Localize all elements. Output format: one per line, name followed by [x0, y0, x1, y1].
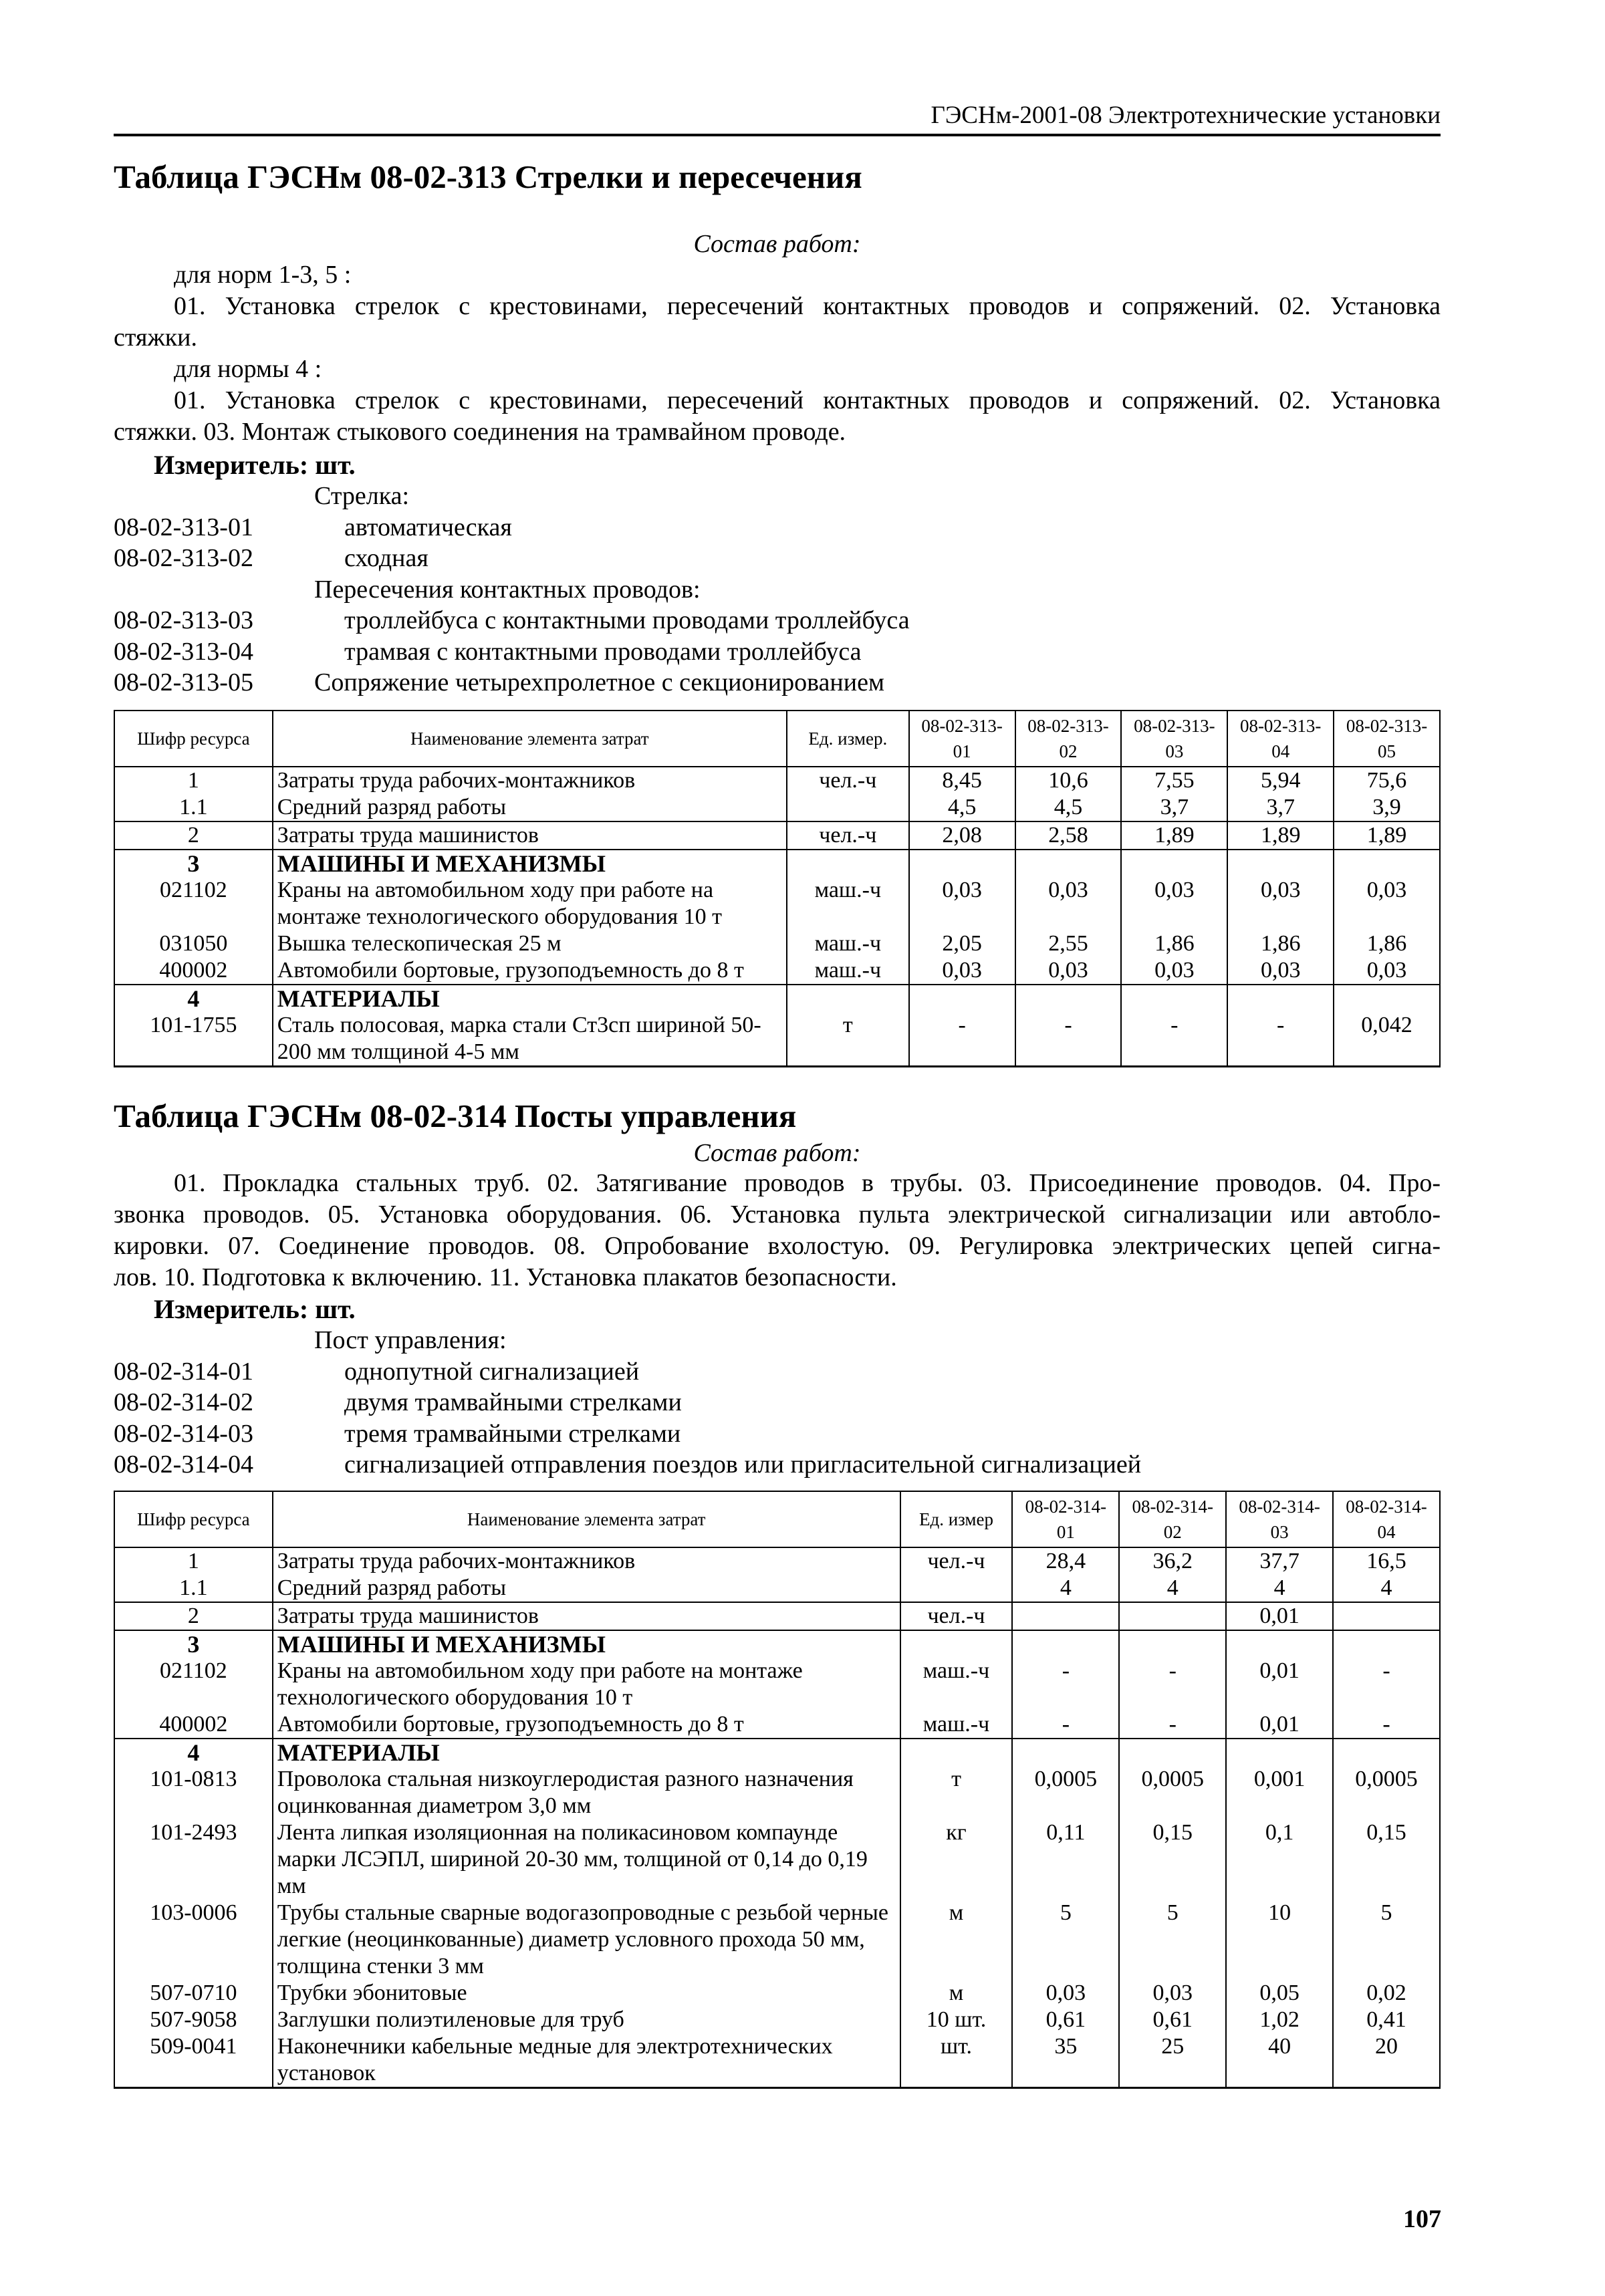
table-row: 509-0041 Наконечники кабельные медные для электротехнических установок шт. 35 25 40 20 [114, 2033, 1440, 2088]
table-row: 1.1 Средний разряд работы 4,5 4,5 3,7 3,7 3,9 [114, 794, 1440, 821]
table-row: 1 Затраты труда рабочих-монтажников чел.-ч 8,45 10,6 7,55 5,94 75,6 [114, 767, 1440, 794]
list-item: 08-02-313-01 автоматическая [114, 513, 512, 541]
list-item: 08-02-313-04 трамвая с контактными проводами троллейбуса [114, 637, 862, 666]
composition-line: кировки. 07. Соединение проводов. 08. Опробование вхолостую. 09. Регулировка электрических цепей сигна- [114, 1232, 1441, 1260]
header-name: Наименование элемента затрат [273, 1491, 900, 1547]
table-row: 400002 Автомобили бортовые, грузоподъемность до 8 т маш.-ч 0,03 0,03 0,03 0,03 0,03 [114, 957, 1440, 985]
table-row: 1.1 Средний разряд работы 4 4 4 4 [114, 1575, 1440, 1602]
list-item: 08-02-313-05 Сопряжение четырехпролетное с секционированием [114, 668, 884, 696]
table-row: 021102 Краны на автомобильном ходу при работе на монтаже технологического оборудования 10 т маш.-ч - - 0,01 - [114, 1658, 1440, 1711]
header-code: Шифр ресурса [114, 711, 273, 767]
table-1-measure [154, 449, 356, 481]
table-section-row: 4 МАТЕРИАЛЫ [114, 1739, 1440, 1766]
list-group-heading: Пересечения контактных проводов: [314, 575, 701, 604]
table-1-costs [114, 710, 1441, 1067]
header-code: Шифр ресурса [114, 1491, 273, 1547]
table-row: 1 Затраты труда рабочих-монтажников чел.-ч 28,4 36,2 37,7 16,5 [114, 1547, 1440, 1575]
table-header-row [114, 711, 1440, 767]
table-row: 101-1755 Сталь полосовая, марка стали Ст3сп шириной 50-200 мм толщиной 4-5 мм т - - - - 0,042 [114, 1012, 1440, 1067]
measure-unit: шт. [315, 1294, 356, 1324]
list-item: 08-02-313-03 троллейбуса с контактными проводами троллейбуса [114, 606, 910, 634]
table-header-row [114, 1491, 1440, 1547]
table-section-row: 4 МАТЕРИАЛЫ [114, 985, 1440, 1012]
table-row: 2 Затраты труда машинистов чел.-ч 2,08 2,58 1,89 1,89 1,89 [114, 821, 1440, 850]
measure-label: Измеритель: [154, 450, 309, 480]
table-row: 507-9058 Заглушки полиэтиленовые для труб 10 шт. 0,61 0,61 1,02 0,41 [114, 2007, 1440, 2033]
list-item: 08-02-314-01 однопутной сигнализацией [114, 1357, 640, 1386]
table-row: 101-2493 Лента липкая изоляционная на поликасиновом компаунде марки ЛСЭПЛ, шириной 20-30 мм, толщиной от 0,14 до 0,19 мм кг 0,11 0,15 0,1 0,15 [114, 1819, 1440, 1900]
header-unit: Ед. измер [900, 1491, 1013, 1547]
header-name: Наименование элемента затрат [273, 711, 787, 767]
table-row: 021102 Краны на автомобильном ходу при работе на монтаже технологического оборудования 10 т маш.-ч 0,03 0,03 0,03 0,03 0,03 [114, 877, 1440, 930]
table-2-measure [154, 1293, 356, 1325]
list-group-heading: Пост управления: [314, 1326, 507, 1354]
table-row: 507-0710 Трубки эбонитовые м 0,03 0,03 0,05 0,02 [114, 1980, 1440, 2007]
running-head: ГЭСНм-2001-08 Электротехнические установки [114, 99, 1441, 136]
table-row: 101-0813 Проволока стальная низкоуглеродистая разного назначения оцинкованная диаметром 3,0 мм т 0,0005 0,0005 0,001 0,0005 [114, 1766, 1440, 1819]
header-col: 08-02-314-01 [1012, 1491, 1119, 1547]
table-2-composition-heading: Состав работ: [693, 1139, 861, 1167]
composition-line: лов. 10. Подготовка к включению. 11. Установка плакатов безопасности. [114, 1263, 897, 1291]
header-unit: Ед. измер. [787, 711, 909, 767]
table-1-title: Таблица ГЭСНм 08-02-313 Стрелки и пересечения [114, 158, 862, 195]
norms-2-label: для нормы 4 : [174, 355, 322, 383]
norms-2-text-b: стяжки. 03. Монтаж стыкового соединения на трамвайном проводе. [114, 418, 846, 446]
norms-1-label: для норм 1-3, 5 : [174, 261, 352, 289]
norms-1-text-b: стяжки. [114, 324, 198, 352]
table-row: 2 Затраты труда машинистов чел.-ч 0,01 [114, 1602, 1440, 1630]
list-group-heading: Стрелка: [314, 482, 410, 510]
composition-line: звонка проводов. 05. Установка оборудования. 06. Установка пульта электрической сигнализации или автобло- [114, 1200, 1441, 1229]
table-2-title: Таблица ГЭСНм 08-02-314 Посты управления [114, 1098, 797, 1134]
table-1-composition-heading: Состав работ: [693, 230, 861, 258]
header-col: 08-02-313-01 [909, 711, 1015, 767]
norms-1-text-a: 01. Установка стрелок с крестовинами, пересечений контактных проводов и сопряжений. 02. Установка [174, 292, 1441, 320]
table-2-norm-list [114, 1325, 1441, 1481]
norms-2-text-a: 01. Установка стрелок с крестовинами, пересечений контактных проводов и сопряжений. 02. Установка [174, 386, 1441, 414]
table-row: 103-0006 Трубы стальные сварные водогазопроводные с резьбой черные легкие (неоцинкованные) диаметр условного прохода 50 мм, толщина стенки 3 мм м 5 5 10 5 [114, 1900, 1440, 1980]
table-row: 400002 Автомобили бортовые, грузоподъемность до 8 т маш.-ч - - 0,01 - [114, 1711, 1440, 1739]
header-col: 08-02-313-04 [1227, 711, 1334, 767]
list-item: 08-02-314-02 двумя трамвайными стрелками [114, 1388, 682, 1416]
table-section-row: 3 МАШИНЫ И МЕХАНИЗМЫ [114, 850, 1440, 877]
table-row: 031050 Вышка телескопическая 25 м маш.-ч 2,05 2,55 1,86 1,86 1,86 [114, 930, 1440, 957]
list-item: 08-02-313-02 сходная [114, 544, 428, 572]
page-number: 107 [1403, 2205, 1441, 2233]
table-2-composition [114, 1168, 1441, 1293]
header-col: 08-02-314-02 [1119, 1491, 1226, 1547]
header-col: 08-02-313-02 [1015, 711, 1122, 767]
list-item: 08-02-314-03 тремя трамвайными стрелками [114, 1419, 681, 1448]
table-1-norm-list [114, 481, 1441, 698]
table-1-composition [114, 259, 1441, 448]
measure-unit: шт. [315, 450, 356, 480]
composition-line: 01. Прокладка стальных труб. 02. Затягивание проводов в трубы. 03. Присоединение проводов. 04. Про- [174, 1169, 1441, 1197]
header-col: 08-02-314-04 [1333, 1491, 1440, 1547]
header-col: 08-02-313-05 [1334, 711, 1440, 767]
table-2-costs [114, 1491, 1441, 2089]
table-section-row: 3 МАШИНЫ И МЕХАНИЗМЫ [114, 1630, 1440, 1658]
header-col: 08-02-314-03 [1226, 1491, 1333, 1547]
measure-label: Измеритель: [154, 1294, 309, 1324]
list-item: 08-02-314-04 сигнализацией отправления поездов или пригласительной сигнализацией [114, 1450, 1142, 1479]
header-col: 08-02-313-03 [1121, 711, 1227, 767]
